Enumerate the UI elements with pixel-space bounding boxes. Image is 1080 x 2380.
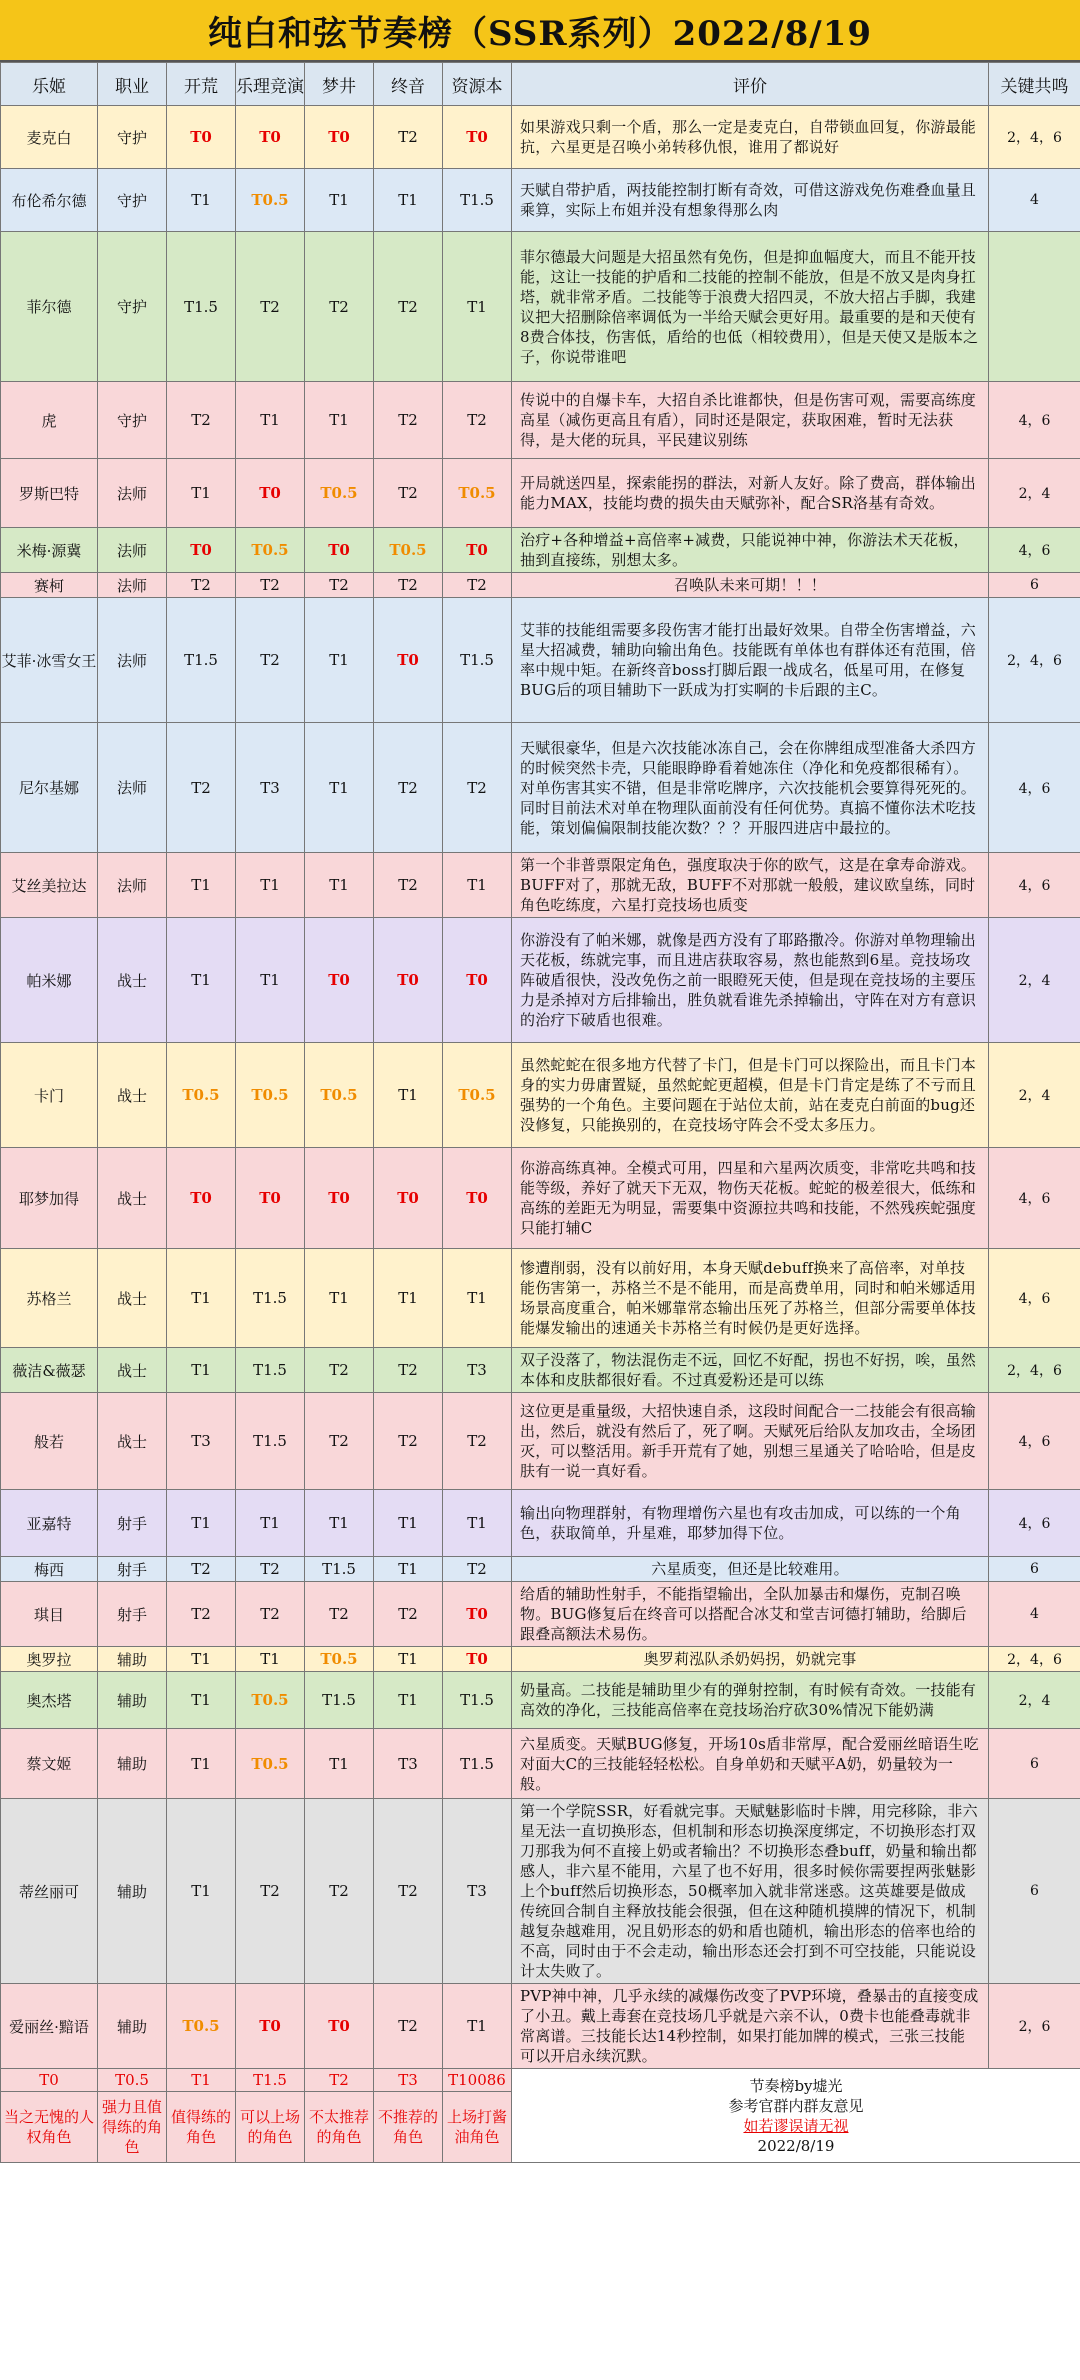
tier-cell-theory: T0.5: [236, 528, 305, 573]
tier-cell-theory: T2: [236, 232, 305, 382]
footer-author: 节奏榜by墟光: [749, 2076, 843, 2095]
key-resonance: 4，6: [989, 723, 1080, 853]
review-text: 这位更是重量级，大招快速自杀，这段时间配合一二技能会有很高输出，然后，就没有然后了，死了啊。天赋死后给队友加攻击，全场团灭，可以整活用。新手开荒有了她，别想三星通关了哈哈哈，但是皮肤有一说一真好看。: [512, 1393, 989, 1490]
character-class: 法师: [98, 459, 167, 528]
table-row: [1, 573, 1080, 598]
column-header-review: 评价: [512, 63, 989, 106]
tier-cell-resource: T2: [443, 382, 512, 459]
tier-cell-finale: T1: [374, 1557, 443, 1582]
tier-cell-resource: T0.5: [443, 459, 512, 528]
tier-cell-theory: T2: [236, 598, 305, 723]
legend-meaning: 当之无愧的人权角色: [1, 2092, 98, 2163]
tier-cell-finale: T0: [374, 598, 443, 723]
tier-cell-finale: T1: [374, 169, 443, 232]
table-row: [1, 853, 1080, 918]
tier-cell-opening: T1: [167, 1647, 236, 1672]
tier-cell-dream: T0.5: [305, 1043, 374, 1148]
tier-cell-finale: T2: [374, 1799, 443, 1984]
character-class: 战士: [98, 1043, 167, 1148]
tier-cell-opening: T0: [167, 106, 236, 169]
review-text: 开局就送四星，探索能拐的群法，对新人友好。除了费高，群体输出能力MAX，技能均费的损失由天赋弥补，配合SR洛基有奇效。: [512, 459, 989, 528]
tier-cell-finale: T0.5: [374, 528, 443, 573]
tier-cell-resource: T1: [443, 1490, 512, 1557]
character-class: 战士: [98, 1348, 167, 1393]
tier-cell-theory: T1.5: [236, 1348, 305, 1393]
review-text: 治疗+各种增益+高倍率+减费，只能说神中神，你游法术天花板，抽到直接练，别想太多。: [512, 528, 989, 573]
tier-cell-opening: T1: [167, 459, 236, 528]
tier-cell-resource: T0: [443, 1148, 512, 1249]
tier-cell-finale: T2: [374, 573, 443, 598]
tier-cell-resource: T1.5: [443, 598, 512, 723]
tier-cell-finale: T2: [374, 1582, 443, 1647]
tier-cell-dream: T1.5: [305, 1557, 374, 1582]
tier-cell-resource: T0: [443, 528, 512, 573]
review-text: 六星质变。天赋BUG修复，开场10s盾非常厚，配合爱丽丝暗语生吃对面大C的三技能轻轻松松。自身单奶和天赋平A奶，奶量较为一般。: [512, 1729, 989, 1799]
tier-cell-dream: T1: [305, 723, 374, 853]
tier-cell-dream: T1: [305, 853, 374, 918]
tier-cell-resource: T2: [443, 573, 512, 598]
tier-cell-opening: T1.5: [167, 232, 236, 382]
table-row: [1, 1490, 1080, 1557]
column-header-finale: 终音: [374, 63, 443, 106]
key-resonance: 6: [989, 1799, 1080, 1984]
character-name: 般若: [1, 1393, 98, 1490]
character-class: 守护: [98, 106, 167, 169]
tier-cell-dream: T0: [305, 106, 374, 169]
character-class: 辅助: [98, 1672, 167, 1729]
tier-cell-dream: T0: [305, 1984, 374, 2069]
tier-cell-theory: T2: [236, 1557, 305, 1582]
character-name: 艾丝美拉达: [1, 853, 98, 918]
character-name: 耶梦加得: [1, 1148, 98, 1249]
table-row: [1, 1799, 1080, 1984]
tier-cell-finale: T1: [374, 1647, 443, 1672]
legend-tier: T0.5: [98, 2069, 167, 2092]
key-resonance: 4，6: [989, 1148, 1080, 1249]
tier-cell-dream: T2: [305, 573, 374, 598]
tier-cell-opening: T1: [167, 1729, 236, 1799]
character-class: 法师: [98, 573, 167, 598]
character-class: 法师: [98, 598, 167, 723]
tier-cell-resource: T0: [443, 106, 512, 169]
table-row: [1, 1348, 1080, 1393]
review-text: 第一个学院SSR，好看就完事。天赋魅影临时卡牌，用完移除，非六星无法一直切换形态，但机制和形态切换深度绑定，不切换形态打双刀那我为何不直接上奶或者输出？不切换形态叠buff，奶量和输出都感人，非六星不能用，六星了也不好用，很多时候你需要捏两张魅影上个buff然后切换形态，50概率加入就非常迷惑。这英雄要是做成传统回合制自主释放技能会很强，但在这种随机摸牌的情况下，机制越复杂越难用，况且奶形态的奶和盾也随机，输出形态的倍率也给的不高，同时由于不会走动，输出形态还会打到不可空技能，只能说设计太失败了。: [512, 1799, 989, 1984]
review-text: 天赋很豪华，但是六次技能冰冻自己，会在你牌组成型准备大杀四方的时候突然卡壳，只能眼睁睁看着她冻住（净化和免疫都很稀有）。对单伤害其实不错，但是非常吃牌序，六次技能机会要算得死死的。同时目前法术对单在物理队面前没有任何优势。真搞不懂你法术吃技能，策划偏偏限制技能次数？？？开服四进店中最拉的。: [512, 723, 989, 853]
review-text: 你游高练真神。全模式可用，四星和六星两次质变，非常吃共鸣和技能等级，养好了就天下无双，物伤天花板。蛇蛇的极差很大，低练和高练的差距无为明显，需要集中资源拉共鸣和技能，不然残疾蛇强度只能打辅C: [512, 1148, 989, 1249]
tier-cell-finale: T2: [374, 1984, 443, 2069]
character-name: 爱丽丝·黯语: [1, 1984, 98, 2069]
tier-cell-finale: T2: [374, 232, 443, 382]
tier-cell-dream: T2: [305, 1393, 374, 1490]
table-row: [1, 1148, 1080, 1249]
tier-cell-opening: T2: [167, 723, 236, 853]
tier-cell-dream: T1: [305, 598, 374, 723]
character-name: 蔡文姬: [1, 1729, 98, 1799]
tier-cell-theory: T0.5: [236, 169, 305, 232]
tier-cell-resource: T1.5: [443, 169, 512, 232]
tier-cell-theory: T0: [236, 1148, 305, 1249]
character-name: 薇洁&薇瑟: [1, 1348, 98, 1393]
character-name: 苏格兰: [1, 1249, 98, 1348]
character-name: 罗斯巴特: [1, 459, 98, 528]
character-class: 战士: [98, 918, 167, 1043]
table-row: [1, 1043, 1080, 1148]
tier-cell-resource: T1: [443, 1249, 512, 1348]
tier-cell-opening: T0: [167, 528, 236, 573]
tier-cell-theory: T0: [236, 1984, 305, 2069]
character-class: 法师: [98, 723, 167, 853]
review-text: 艾菲的技能组需要多段伤害才能打出最好效果。自带全伤害增益，六星大招减费，辅助向输出角色。技能既有单体也有群体还有范围，倍率中规中矩。在新终音boss打脚后跟一战成名，低星可用，在修复BUG后的项目辅助下一跃成为打实啊的卡后跟的主C。: [512, 598, 989, 723]
tier-cell-dream: T0: [305, 528, 374, 573]
character-name: 布伦希尔德: [1, 169, 98, 232]
review-text: 如果游戏只剩一个盾，那么一定是麦克白，自带锁血回复，你游最能抗，六星更是召唤小弟转移仇恨，谁用了都说好: [512, 106, 989, 169]
tier-cell-resource: T0: [443, 918, 512, 1043]
tier-cell-dream: T1.5: [305, 1672, 374, 1729]
character-name: 尼尔基娜: [1, 723, 98, 853]
review-text: 奥罗莉泓队杀奶妈拐，奶就完事: [512, 1647, 989, 1672]
character-name: 奥罗拉: [1, 1647, 98, 1672]
table-row: [1, 106, 1080, 169]
tier-cell-theory: T2: [236, 573, 305, 598]
tier-cell-theory: T1: [236, 382, 305, 459]
key-resonance: 6: [989, 573, 1080, 598]
table-row: [1, 1672, 1080, 1729]
tier-cell-opening: T1: [167, 918, 236, 1043]
tier-cell-finale: T2: [374, 723, 443, 853]
footer-credits: [512, 2069, 1080, 2163]
tier-cell-theory: T0.5: [236, 1729, 305, 1799]
legend-tier: T0: [1, 2069, 98, 2092]
character-name: 米梅·源冀: [1, 528, 98, 573]
column-header-dream: 梦井: [305, 63, 374, 106]
review-text: 菲尔德最大问题是大招虽然有免伤，但是抑血幅度大，而且不能开技能，这让一技能的护盾和二技能的控制不能放，但是不放又是肉身扛塔，就非常矛盾。二技能等于浪费大招四灵，不放大招占手脚，我建议把大招删除倍率调低为一半给天赋会更好用。最重要的是和天使有8费合体技，伤害低，盾给的也低（相较费用），但是天使又是版本之子，你说带谁吧: [512, 232, 989, 382]
table-row: [1, 528, 1080, 573]
header-row: [1, 63, 1080, 106]
table-row: [1, 1249, 1080, 1348]
character-class: 辅助: [98, 1799, 167, 1984]
column-header-keys: 关键共鸣: [989, 63, 1080, 106]
tier-cell-opening: T0: [167, 1148, 236, 1249]
tier-cell-resource: T0.5: [443, 1043, 512, 1148]
character-class: 射手: [98, 1582, 167, 1647]
column-header-theory: 乐理竞演: [236, 63, 305, 106]
key-resonance: 4，6: [989, 382, 1080, 459]
tier-cell-opening: T1: [167, 1249, 236, 1348]
tier-cell-finale: T1: [374, 1249, 443, 1348]
review-text: 虽然蛇蛇在很多地方代替了卡门，但是卡门可以探险出，而且卡门本身的实力毋庸置疑，虽然蛇蛇更超模，但是卡门肯定是练了不亏而且强势的一个角色。主要问题在于站位太前，站在麦克白前面的bug还没修复，只能换别的，在竞技场守阵会不受太多压力。: [512, 1043, 989, 1148]
tier-cell-finale: T0: [374, 1148, 443, 1249]
tier-cell-resource: T2: [443, 1393, 512, 1490]
character-name: 亚嘉特: [1, 1490, 98, 1557]
key-resonance: 2，4，6: [989, 106, 1080, 169]
character-name: 艾菲·冰雪女王: [1, 598, 98, 723]
tier-cell-theory: T1.5: [236, 1393, 305, 1490]
key-resonance: 2，4: [989, 918, 1080, 1043]
table-row: [1, 598, 1080, 723]
tier-cell-finale: T2: [374, 1348, 443, 1393]
character-name: 梅西: [1, 1557, 98, 1582]
tier-cell-theory: T0: [236, 106, 305, 169]
legend-tier: T3: [374, 2069, 443, 2092]
character-class: 守护: [98, 232, 167, 382]
column-header-opening: 开荒: [167, 63, 236, 106]
tier-cell-opening: T1.5: [167, 598, 236, 723]
tier-cell-opening: T2: [167, 1582, 236, 1647]
tier-cell-theory: T3: [236, 723, 305, 853]
tier-cell-finale: T2: [374, 382, 443, 459]
tier-cell-opening: T2: [167, 382, 236, 459]
character-class: 辅助: [98, 1729, 167, 1799]
tier-cell-theory: T2: [236, 1799, 305, 1984]
character-class: 守护: [98, 382, 167, 459]
column-header-name: 乐姬: [1, 63, 98, 106]
tier-cell-finale: T2: [374, 1393, 443, 1490]
tier-cell-opening: T0.5: [167, 1984, 236, 2069]
key-resonance: 4: [989, 169, 1080, 232]
tier-cell-resource: T0: [443, 1647, 512, 1672]
tier-cell-resource: T1: [443, 1984, 512, 2069]
key-resonance: 4，6: [989, 1490, 1080, 1557]
key-resonance: 4: [989, 1582, 1080, 1647]
tier-cell-finale: T1: [374, 1043, 443, 1148]
tier-cell-resource: T3: [443, 1348, 512, 1393]
tier-cell-dream: T2: [305, 1348, 374, 1393]
tier-cell-theory: T1.5: [236, 1249, 305, 1348]
legend-meaning: 上场打酱油角色: [443, 2092, 512, 2163]
review-text: 你游没有了帕米娜，就像是西方没有了耶路撒冷。你游对单物理输出天花板，练就完事，而且进店获取容易，熬也能熬到6星。竞技场攻阵破盾很快，没改免伤之前一眼瞪死天使，但是现在竞技场的主要压力是杀掉对方后排输出，胜负就看谁先杀掉输出，守阵在对方有意识的治疗下破盾也很难。: [512, 918, 989, 1043]
tier-cell-opening: T1: [167, 1799, 236, 1984]
tier-cell-finale: T1: [374, 1490, 443, 1557]
tier-cell-dream: T0.5: [305, 459, 374, 528]
table-row: [1, 1393, 1080, 1490]
character-class: 辅助: [98, 1647, 167, 1672]
tier-cell-dream: T1: [305, 1249, 374, 1348]
tier-cell-finale: T2: [374, 459, 443, 528]
tier-cell-finale: T2: [374, 106, 443, 169]
tier-cell-dream: T1: [305, 1729, 374, 1799]
table-row: [1, 1984, 1080, 2069]
table-row: [1, 1647, 1080, 1672]
review-text: 给盾的辅助性射手，不能指望输出，全队加暴击和爆伤，克制召唤物。BUG修复后在终音可以搭配合冰艾和堂吉诃德打辅助，给脚后跟叠高额法术易伤。: [512, 1582, 989, 1647]
page-title: 纯白和弦节奏榜（SSR系列）2022/8/19: [0, 0, 1080, 62]
column-header-class: 职业: [98, 63, 167, 106]
tier-cell-dream: T1: [305, 1490, 374, 1557]
legend-tier: T1: [167, 2069, 236, 2092]
key-resonance: 2，4: [989, 1043, 1080, 1148]
review-text: 天赋自带护盾，两技能控制打断有奇效，可借这游戏免伤难叠血量且乘算，实际上布姐并没有想象得那么肉: [512, 169, 989, 232]
review-text: 奶量高。二技能是辅助里少有的弹射控制，有时候有奇效。一技能有高效的净化，三技能高倍率在竞技场治疗砍30%情况下能奶满: [512, 1672, 989, 1729]
tier-cell-opening: T1: [167, 169, 236, 232]
tier-cell-opening: T1: [167, 1672, 236, 1729]
tier-cell-opening: T1: [167, 853, 236, 918]
tier-cell-resource: T1.5: [443, 1729, 512, 1799]
key-resonance: 2，4，6: [989, 598, 1080, 723]
character-name: 菲尔德: [1, 232, 98, 382]
legend-meaning: 不推荐的角色: [374, 2092, 443, 2163]
table-row: [1, 382, 1080, 459]
tier-cell-opening: T1: [167, 1490, 236, 1557]
tier-cell-theory: T2: [236, 1582, 305, 1647]
footer-date: 2022/8/19: [757, 2136, 835, 2155]
table-row: [1, 1729, 1080, 1799]
character-name: 奥杰塔: [1, 1672, 98, 1729]
tier-cell-opening: T2: [167, 573, 236, 598]
tier-cell-opening: T0.5: [167, 1043, 236, 1148]
review-text: 传说中的自爆卡车，大招自杀比谁都快，但是伤害可观，需要高练度高星（减伤更高且有盾），同时还是限定，获取困难，暂时无法获得，是大佬的玩具，平民建议别练: [512, 382, 989, 459]
key-resonance: 6: [989, 1729, 1080, 1799]
character-name: 麦克白: [1, 106, 98, 169]
character-name: 琪目: [1, 1582, 98, 1647]
key-resonance: 4，6: [989, 1249, 1080, 1348]
table-row: [1, 918, 1080, 1043]
key-resonance: 2，6: [989, 1984, 1080, 2069]
legend-tier: T10086: [443, 2069, 512, 2092]
tier-cell-opening: T3: [167, 1393, 236, 1490]
tier-cell-dream: T2: [305, 1799, 374, 1984]
tier-cell-dream: T1: [305, 169, 374, 232]
tier-cell-resource: T1: [443, 232, 512, 382]
legend-meaning: 不太推荐的角色: [305, 2092, 374, 2163]
tier-cell-theory: T1: [236, 853, 305, 918]
key-resonance: [989, 232, 1080, 382]
tier-cell-resource: T2: [443, 723, 512, 853]
tier-cell-dream: T0.5: [305, 1647, 374, 1672]
tier-cell-theory: T0.5: [236, 1672, 305, 1729]
footer-disclaimer: 如若谬误请无视: [743, 2116, 849, 2135]
tier-cell-dream: T0: [305, 1148, 374, 1249]
key-resonance: 2，4，6: [989, 1348, 1080, 1393]
tier-cell-resource: T0: [443, 1582, 512, 1647]
legend-tier: T2: [305, 2069, 374, 2092]
character-class: 法师: [98, 853, 167, 918]
table-row: [1, 1582, 1080, 1647]
character-name: 赛柯: [1, 573, 98, 598]
tier-cell-dream: T1: [305, 382, 374, 459]
character-class: 战士: [98, 1249, 167, 1348]
tier-cell-dream: T0: [305, 918, 374, 1043]
table-row: [1, 1557, 1080, 1582]
key-resonance: 4，6: [989, 528, 1080, 573]
table-row: [1, 169, 1080, 232]
legend-meaning: 值得练的角色: [167, 2092, 236, 2163]
tier-cell-theory: T1: [236, 1647, 305, 1672]
tier-cell-finale: T0: [374, 918, 443, 1043]
table-row: [1, 232, 1080, 382]
tier-cell-theory: T0.5: [236, 1043, 305, 1148]
tier-cell-resource: T2: [443, 1557, 512, 1582]
review-text: 召唤队未来可期！！！: [512, 573, 989, 598]
key-resonance: 4，6: [989, 1393, 1080, 1490]
review-text: 第一个非普票限定角色，强度取决于你的欧气，这是在拿寿命游戏。BUFF对了，那就无敌，BUFF不对那就一般般，建议欧皇练，同时角色吃练度，六星打竞技场也质变: [512, 853, 989, 918]
tier-cell-dream: T2: [305, 232, 374, 382]
character-class: 守护: [98, 169, 167, 232]
character-class: 法师: [98, 528, 167, 573]
key-resonance: 2，4: [989, 459, 1080, 528]
key-resonance: 4，6: [989, 853, 1080, 918]
character-name: 卡门: [1, 1043, 98, 1148]
character-name: 蒂丝丽可: [1, 1799, 98, 1984]
character-name: 虎: [1, 382, 98, 459]
character-class: 射手: [98, 1557, 167, 1582]
tier-cell-opening: T2: [167, 1557, 236, 1582]
tier-cell-theory: T0: [236, 459, 305, 528]
key-resonance: 2，4: [989, 1672, 1080, 1729]
legend-meaning: 强力且值得练的角色: [98, 2092, 167, 2163]
footer-source: 参考官群内群友意见: [728, 2096, 864, 2115]
review-text: 输出向物理群射，有物理增伤六星也有攻击加成，可以练的一个角色，获取简单，升星难，耶梦加得下位。: [512, 1490, 989, 1557]
review-text: 六星质变，但还是比较难用。: [512, 1557, 989, 1582]
character-class: 战士: [98, 1148, 167, 1249]
table-row: [1, 459, 1080, 528]
tier-table: [0, 62, 1080, 2163]
tier-cell-resource: T3: [443, 1799, 512, 1984]
key-resonance: 6: [989, 1557, 1080, 1582]
tier-cell-finale: T2: [374, 853, 443, 918]
table-row: [1, 723, 1080, 853]
character-name: 帕米娜: [1, 918, 98, 1043]
tier-cell-finale: T1: [374, 1672, 443, 1729]
review-text: 惨遭削弱，没有以前好用，本身天赋debuff换来了高倍率，对单技能伤害第一，苏格兰不是不能用，而是高费单用，同时和帕米娜适用场景高度重合，帕米娜靠常态输出压死了苏格兰，但部分需要单体技能爆发输出的速通关卡苏格兰有时候仍是更好选择。: [512, 1249, 989, 1348]
tier-cell-theory: T1: [236, 918, 305, 1043]
character-class: 辅助: [98, 1984, 167, 2069]
review-text: 双子没落了，物法混伤走不远，回忆不好配，拐也不好拐，唉，虽然本体和皮肤都很好看。不过真爱粉还是可以练: [512, 1348, 989, 1393]
legend-tier: T1.5: [236, 2069, 305, 2092]
tier-cell-theory: T1: [236, 1490, 305, 1557]
tier-cell-opening: T1: [167, 1348, 236, 1393]
tier-cell-finale: T3: [374, 1729, 443, 1799]
legend-meaning: 可以上场的角色: [236, 2092, 305, 2163]
review-text: PVP神中神，几乎永续的减爆伤改变了PVP环境，叠暴击的直接变成了小丑。戴上毒套在竞技场几乎就是六亲不认，0费卡也能叠毒就非常离谱。三技能长达14秒控制，如果打能加牌的模式，三张三技能可以开启永续沉默。: [512, 1984, 989, 2069]
key-resonance: 2，4，6: [989, 1647, 1080, 1672]
character-class: 射手: [98, 1490, 167, 1557]
tier-cell-dream: T2: [305, 1582, 374, 1647]
column-header-resource: 资源本: [443, 63, 512, 106]
tier-cell-resource: T1: [443, 853, 512, 918]
character-class: 战士: [98, 1393, 167, 1490]
legend-tier-row: [1, 2069, 1080, 2092]
tier-cell-resource: T1.5: [443, 1672, 512, 1729]
